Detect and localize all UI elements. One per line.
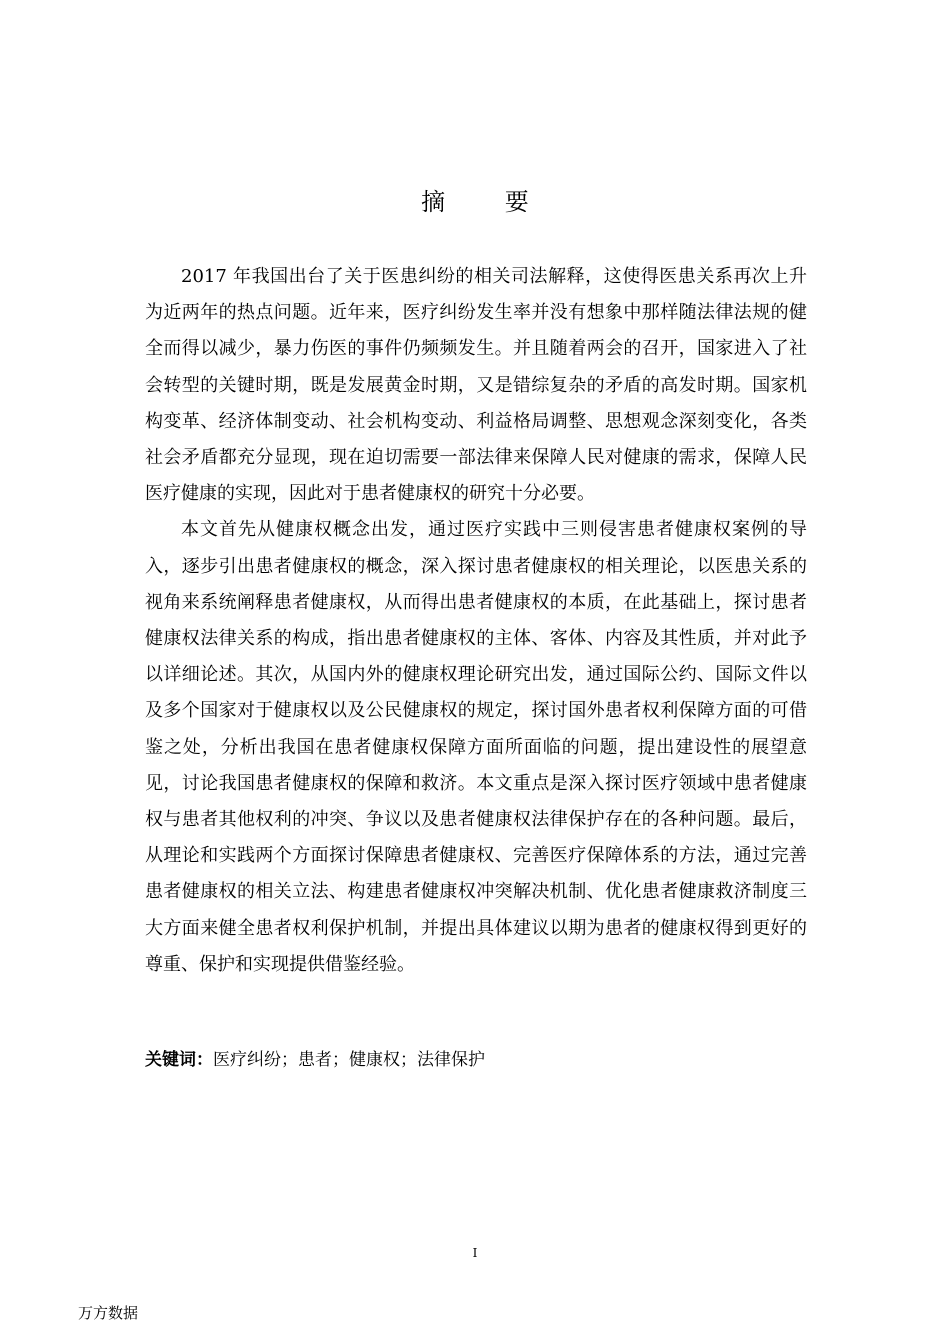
abstract-paragraph-1: 2017 年我国出台了关于医患纠纷的相关司法解释，这使得医患关系再次上升为近两年的热点问题。近年来，医疗纠纷发生率并没有想象中那样随法律法规的健全而得以减少，暴力伤医的事件仍频频发生。并且随着两会的召开，国家进入了社会转型的关键时期，既是发展黄金时期，又是错综复杂的矛盾的高发时期。国家机构变革、经济体制变动、社会机构变动、利益格局调整、思想观念深刻变化，各类社会矛盾都充分显现，现在迫切需要一部法律来保障人民对健康的需求，保障人民医疗健康的实现，因此对于患者健康权的研究十分必要。	[145, 266, 807, 505]
page-number: I	[472, 1246, 478, 1260]
keywords-value: 医疗纠纷；患者；健康权；法律保护	[213, 1050, 485, 1070]
abstract-body	[145, 259, 807, 983]
source-watermark: 万方数据	[78, 1304, 139, 1322]
page-title: 摘 要	[421, 188, 555, 216]
abstract-paragraph-2: 本文首先从健康权概念出发，通过医疗实践中三则侵害患者健康权案例的导入，逐步引出患者健康权的概念，深入探讨患者健康权的相关理论，以医患关系的视角来系统阐释患者健康权，从而得出患者健康权的本质，在此基础上，探讨患者健康权法律关系的构成，指出患者健康权的主体、客体、内容及其性质，并对此予以详细论述。其次，从国内外的健康权理论研究出发，通过国际公约、国际文件以及多个国家对于健康权以及公民健康权的规定，探讨国外患者权利保障方面的可借鉴之处，分析出我国在患者健康权保障方面所面临的问题，提出建设性的展望意见，讨论我国患者健康权的保障和救济。本文重点是深入探讨医疗领域中患者健康权与患者其他权利的冲突、争议以及患者健康权法律保护存在的各种问题。最后，从理论和实践两个方面探讨保障患者健康权、完善医疗保障体系的方法，通过完善患者健康权的相关立法、构建患者健康权冲突解决机制、优化患者健康救济制度三大方面来健全患者权利保护机制，并提出具体建议以期为患者的健康权得到更好的尊重、保护和实现提供借鉴经验。	[145, 519, 807, 975]
keywords-line	[145, 1045, 807, 1075]
keywords-label: 关键词：	[145, 1050, 213, 1070]
